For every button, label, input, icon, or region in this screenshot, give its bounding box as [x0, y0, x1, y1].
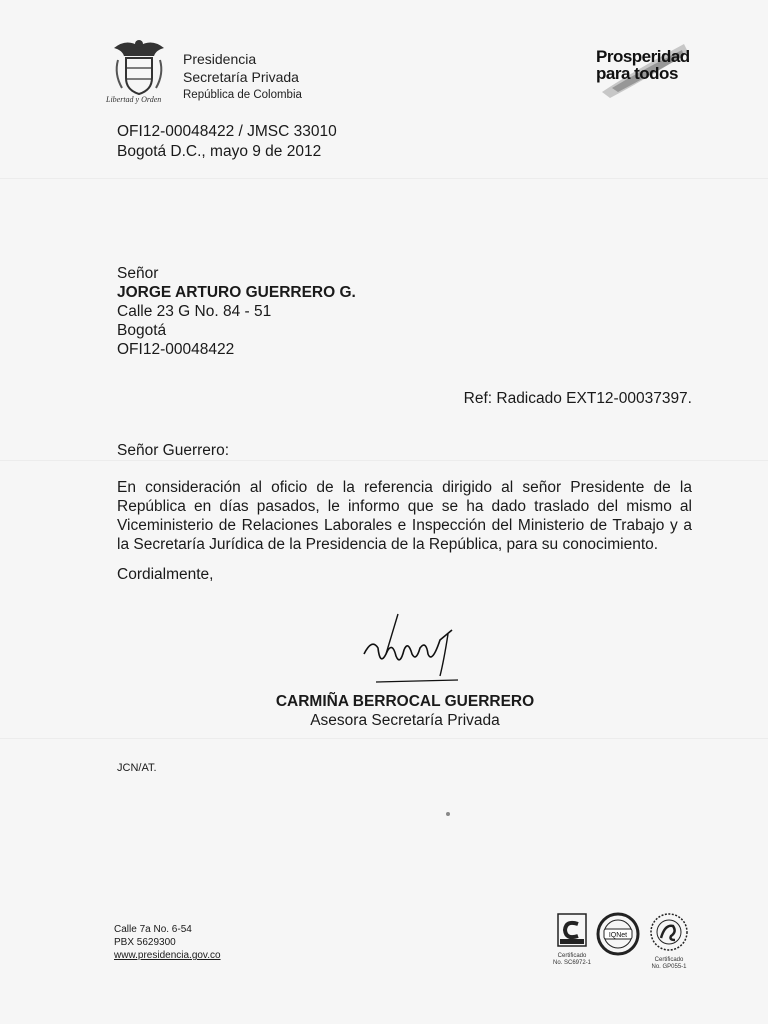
certification-seal-icontec [548, 912, 596, 967]
recipient-address: Calle 23 G No. 84 - 51 [117, 303, 272, 320]
letter-body: En consideración al oficio de la referencia dirigido al señor Presidente de la República en días pasados, le informo que se ha dado traslado del mismo al Viceministerio de Relaciones Laborales e Inspección del Ministerio de Trabajo y a la Secretaría Jurídica de la Presidencia de la República, para su conocimiento. [117, 479, 692, 553]
icontec-seal-icon [548, 912, 596, 948]
subject-reference: Ref: Radicado EXT12-00037397. [463, 390, 692, 407]
svg-text:IQNet: IQNet [608, 932, 628, 939]
cert3-caption2: No. GP055-1 [651, 964, 687, 970]
paper-fold [0, 178, 768, 180]
letterhead-line1: Presidencia [183, 51, 257, 67]
signer-name: CARMIÑA BERROCAL GUERRERO [275, 693, 535, 710]
recipient-code: OFI12-00048422 [117, 341, 235, 358]
letter-date: Bogotá D.C., mayo 9 de 2012 [117, 143, 322, 160]
iqnet-seal-icon [596, 912, 640, 956]
slogan-line1: Prosperidad [596, 47, 690, 66]
recipient-block [117, 264, 356, 359]
paper-fold [0, 738, 768, 740]
signer-block [275, 692, 535, 730]
footer-address: Calle 7a No. 6-54 [114, 924, 192, 935]
recipient-name: JORGE ARTURO GUERRERO G. [117, 284, 356, 301]
slogan-line2: para todos [596, 64, 678, 83]
recipient-city: Bogotá [117, 322, 167, 339]
letterhead [183, 50, 302, 104]
reference-block [117, 122, 337, 162]
closing: Cordialmente, [117, 566, 214, 583]
paper-fold [0, 460, 768, 462]
motto: Libertad y Orden [106, 95, 162, 104]
scan-speck [446, 812, 450, 816]
cert3-caption1: Certificado [654, 957, 684, 963]
letterhead-line3: República de Colombia [183, 89, 302, 101]
typist-initials: JCN/AT. [117, 762, 157, 774]
cert1-caption2: No. SC6972-1 [552, 960, 592, 966]
gp-seal-icon [643, 912, 695, 952]
signer-position: Asesora Secretaría Privada [310, 712, 500, 729]
footer-contact [114, 923, 221, 962]
footer-website: www.presidencia.gov.co [114, 950, 221, 961]
certification-seal-iqnet [596, 912, 640, 961]
recipient-title: Señor [117, 265, 159, 282]
handwritten-signature [356, 610, 466, 692]
slogan [596, 48, 690, 82]
letterhead-line2: Secretaría Privada [183, 69, 299, 85]
footer-phone: PBX 5629300 [114, 937, 176, 948]
cert1-caption1: Certificado [557, 953, 587, 959]
certification-seal-gp [643, 912, 695, 971]
reference-code: OFI12-00048422 / JMSC 33010 [117, 123, 337, 140]
salutation: Señor Guerrero: [117, 442, 229, 459]
